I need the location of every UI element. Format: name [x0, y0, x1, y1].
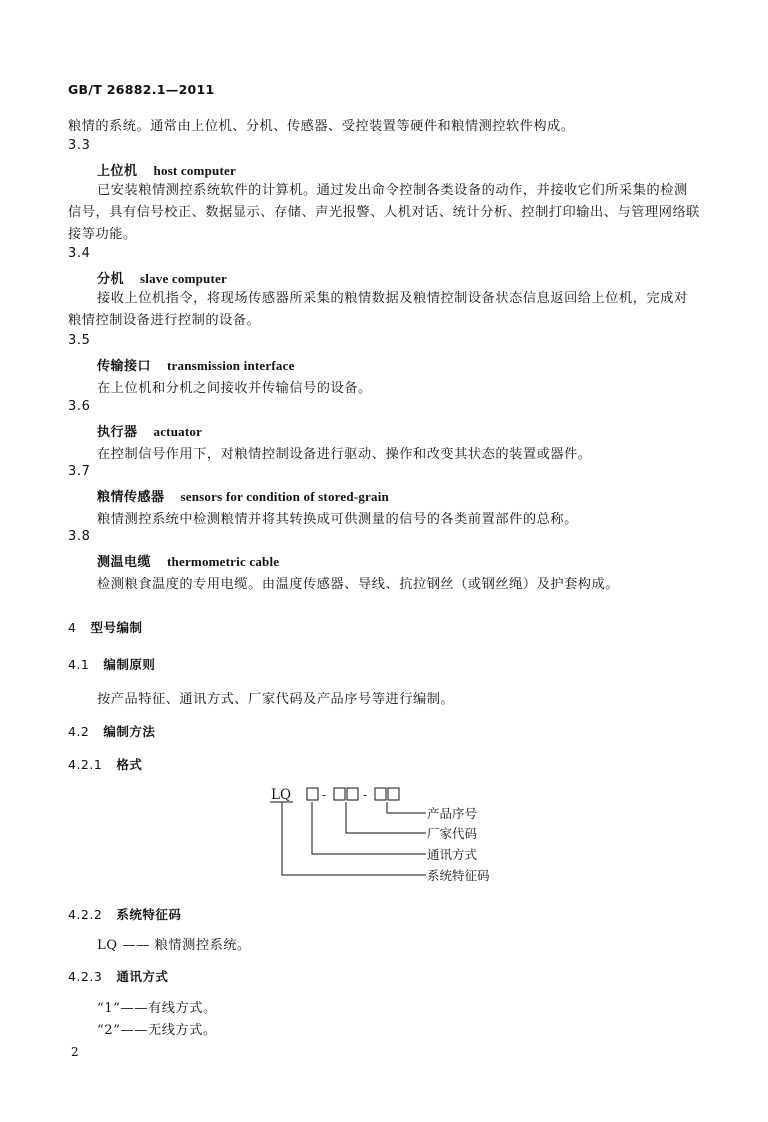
clause-number: 3.3: [68, 138, 91, 153]
leader-line: [312, 802, 426, 854]
clause-number: 3.5: [68, 333, 91, 348]
term-definition: 粮情测控系统中检测粮情并将其转换成可供测量的信号的各类前置部件的总称。: [97, 512, 578, 527]
subsubsection-title: 格式: [116, 757, 143, 772]
subsubsection-heading: [68, 905, 181, 923]
diagram-label: 通讯方式: [427, 847, 478, 862]
subsubsection-heading: [68, 967, 168, 985]
clause-number: 3.4: [68, 246, 91, 261]
term-chinese: 测温电缆: [97, 555, 152, 570]
standard-number-header: GB/T 26882.1—2011: [68, 82, 215, 97]
section-heading: [68, 618, 142, 636]
diagram-label: 产品序号: [427, 806, 478, 821]
subsubsection-number: 4.2.1: [68, 757, 103, 772]
term-english: slave computer: [140, 271, 227, 286]
clause-number: 3.6: [68, 399, 91, 414]
subsection-text: 按产品特征、通讯方式、厂家代码及产品序号等进行编制。: [97, 692, 455, 707]
term-english: sensors for condition of stored-grain: [180, 489, 389, 504]
section-title: 型号编制: [90, 620, 143, 635]
page-number: 2: [71, 1045, 79, 1059]
list-item: “2”——无线方式。: [97, 1023, 217, 1038]
term-heading: [97, 551, 279, 570]
subsubsection-number: 4.2.2: [68, 907, 103, 922]
term-heading: [97, 160, 236, 179]
term-definition: 接收上位机指令，将现场传感器所采集的粮情数据及粮情控制设备状态信息返回给上位机，完成对粮情控制设备进行控制的设备。: [68, 291, 688, 328]
term-english: transmission interface: [167, 358, 295, 373]
term-chinese: 上位机: [97, 164, 138, 179]
clause-number: 3.8: [68, 529, 91, 544]
term-definition: 检测粮食温度的专用电缆。由温度传感器、导线、抗拉钢丝（或钢丝绳）及护套构成。: [97, 577, 620, 592]
subsubsection-title: 通讯方式: [116, 969, 169, 984]
term-english: actuator: [153, 424, 203, 439]
term-english: thermometric cable: [167, 554, 280, 569]
term-definition: 已安装粮情测控系统软件的计算机。通过发出命令控制各类设备的动作，并接收它们所采集的检测信号，具有信号校正、数据显示、存储、声光报警、人机对话、统计分析、控制打印输出、与管理网络联接等功能。: [68, 183, 700, 242]
term-heading: [97, 486, 389, 505]
leader-line: [387, 802, 426, 813]
term-heading: [97, 355, 295, 374]
term-chinese: 传输接口: [97, 359, 152, 374]
code-box: [375, 788, 386, 800]
subsection-title: 编制方法: [103, 724, 156, 739]
hyphen: -: [322, 788, 327, 802]
leader-line: [346, 802, 426, 833]
code-box: [334, 788, 345, 800]
section-number: 4: [68, 620, 77, 635]
subsubsection-heading: [68, 755, 142, 773]
subsection-heading: [68, 655, 155, 673]
clause-number: 3.7: [68, 464, 91, 479]
hyphen: -: [363, 788, 368, 802]
subsubsection-title: 系统特征码: [116, 907, 182, 922]
subsection-heading: [68, 722, 155, 740]
continued-paragraph: 粮情的系统。通常由上位机、分机、传感器、受控装置等硬件和粮情测控软件构成。: [68, 119, 575, 134]
subsection-number: 4.2: [68, 724, 90, 739]
diagram-label: 厂家代码: [427, 826, 478, 841]
term-english: host computer: [153, 163, 236, 178]
subsubsection-text: LQ —— 粮情测控系统。: [97, 938, 251, 953]
term-definition: 在控制信号作用下，对粮情控制设备进行驱动、操作和改变其状态的装置或器件。: [97, 447, 592, 462]
subsubsection-number: 4.2.3: [68, 969, 103, 984]
model-format-diagram: [260, 780, 520, 890]
term-chinese: 粮情传感器: [97, 490, 165, 505]
code-box: [388, 788, 399, 800]
diagram-prefix: LQ: [271, 787, 292, 803]
term-definition: 在上位机和分机之间接收并传输信号的设备。: [97, 381, 372, 396]
term-heading: [97, 421, 202, 440]
code-box: [307, 788, 318, 800]
term-heading: [97, 268, 227, 287]
subsection-title: 编制原则: [103, 657, 156, 672]
term-chinese: 执行器: [97, 425, 138, 440]
term-chinese: 分机: [97, 272, 125, 287]
list-item: “1”——有线方式。: [97, 1001, 217, 1016]
diagram-label: 系统特征码: [427, 868, 490, 883]
code-box: [347, 788, 358, 800]
subsection-number: 4.1: [68, 657, 90, 672]
